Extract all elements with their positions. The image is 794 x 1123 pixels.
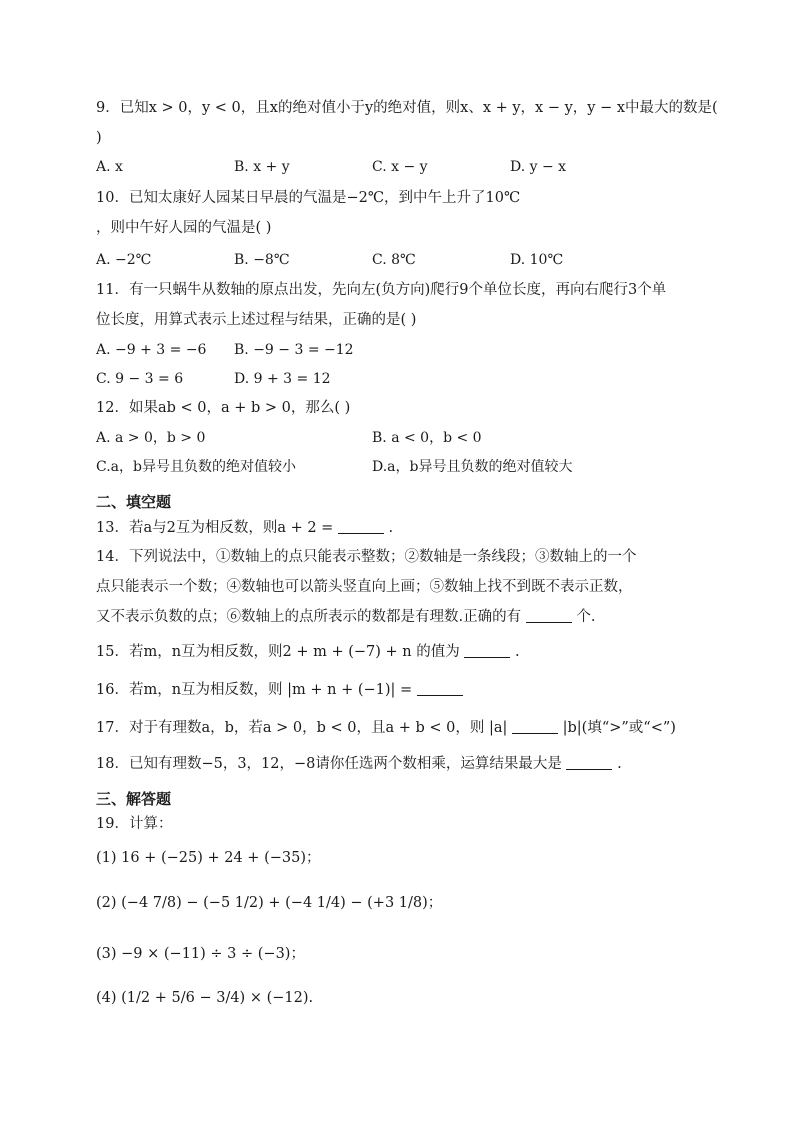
q17-answer-blank[interactable] — [512, 719, 558, 734]
section-solve-title: 三、解答题 — [96, 790, 172, 808]
q14-end: 个. — [576, 609, 596, 625]
q17-stem: 17．对于有理数a，b，若a > 0，b < 0，且a + b < 0，则 |a| — [96, 720, 508, 736]
q9-option-b[interactable]: B. x + y — [234, 159, 290, 175]
q19-part3: (3) −9 × (−11) ÷ 3 ÷ (−3)； — [96, 946, 305, 962]
q15 — [96, 642, 520, 662]
q18-answer-blank[interactable] — [566, 755, 612, 770]
q12-option-b[interactable]: B. a < 0，b < 0 — [372, 430, 482, 446]
q10-option-a[interactable]: A. −2℃ — [96, 252, 152, 268]
q13-end: . — [388, 520, 394, 536]
q11-option-d[interactable]: D. 9 + 3 = 12 — [234, 371, 331, 387]
q11-option-b[interactable]: B. −9 − 3 = −12 — [234, 342, 354, 358]
q12-option-c[interactable]: C.a，b异号且负数的绝对值较小 — [96, 459, 296, 475]
q18 — [96, 754, 622, 774]
q19-part2: (2) (−4 7/8) − (−5 1/2) + (−4 1/4) − (+3 1/8)； — [96, 895, 443, 911]
q9-stem: 9．已知x > 0，y < 0，且x的绝对值小于y的绝对值，则x、x + y，x − y，y − x中最大的数是( — [96, 100, 718, 116]
q9-option-c[interactable]: C. x − y — [372, 159, 428, 175]
q18-end: . — [617, 756, 622, 772]
q16 — [96, 680, 463, 700]
q19-stem: 19．计算： — [96, 816, 173, 832]
q13-stem: 13．若a与2互为相反数，则a + 2 = — [96, 520, 334, 536]
q14-line3: 又不表示负数的点；⑥数轴上的点所表示的数都是有理数.正确的有 — [96, 609, 522, 625]
q19-part4: (4) (1/2 + 5/6 − 3/4) × (−12). — [96, 990, 314, 1006]
q9-option-d[interactable]: D. y − x — [510, 159, 567, 175]
q19-part1: (1) 16 + (−25) + 24 + (−35)； — [96, 850, 321, 866]
q13-answer-blank[interactable] — [338, 519, 384, 534]
q16-answer-blank[interactable] — [417, 681, 463, 696]
q9-option-a[interactable]: A. x — [96, 159, 123, 175]
q10-option-c[interactable]: C. 8℃ — [372, 252, 416, 268]
q11-stem2: 位长度，用算式表示上述过程与结果，正确的是( ) — [96, 312, 417, 328]
q15-stem: 15．若m，n互为相反数，则2 + m + (−7) + n 的值为 — [96, 644, 460, 660]
q14-line1: 14．下列说法中，①数轴上的点只能表示整数；②数轴是一条线段；③数轴上的一个 — [96, 549, 637, 565]
q13 — [96, 518, 393, 538]
q15-answer-blank[interactable] — [464, 643, 510, 658]
q11-option-a[interactable]: A. −9 + 3 = −6 — [96, 342, 207, 358]
q10-option-d[interactable]: D. 10℃ — [510, 252, 564, 268]
q12-option-a[interactable]: A. a > 0，b > 0 — [96, 430, 206, 446]
q15-end: . — [514, 644, 520, 660]
q11-stem: 11．有一只蜗牛从数轴的原点出发，先向左(负方向)爬行9个单位长度，再向右爬行3个单 — [96, 282, 667, 298]
q14-line3-wrap — [96, 607, 595, 627]
q14-answer-blank[interactable] — [526, 608, 572, 623]
q10-stem: 10．已知太康好人园某日早晨的气温是−2℃，到中午上升了10℃ — [96, 190, 521, 206]
q14-line2: 点只能表示一个数；④数轴也可以箭头竖直向上画；⑤数轴上找不到既不表示正数， — [96, 579, 633, 595]
section-fill-in-title: 二、填空题 — [96, 493, 172, 511]
q12-stem: 12．如果ab < 0，a + b > 0，那么( ) — [96, 400, 351, 416]
q17 — [96, 718, 676, 738]
q12-option-d[interactable]: D.a，b异号且负数的绝对值较大 — [372, 459, 573, 475]
q16-stem: 16．若m，n互为相反数，则 |m + n + (−1)| = — [96, 682, 413, 698]
q11-option-c[interactable]: C. 9 − 3 = 6 — [96, 371, 184, 387]
q17-mid: |b|(填“>”或“<”) — [562, 720, 676, 736]
q10-stem2: ，则中午好人园的气温是( ) — [96, 220, 272, 236]
q18-stem: 18．已知有理数−5，3，12，−8请你任选两个数相乘，运算结果最大是 — [96, 756, 562, 772]
q10-option-b[interactable]: B. −8℃ — [234, 252, 290, 268]
q9-stem-end: ) — [96, 130, 102, 146]
